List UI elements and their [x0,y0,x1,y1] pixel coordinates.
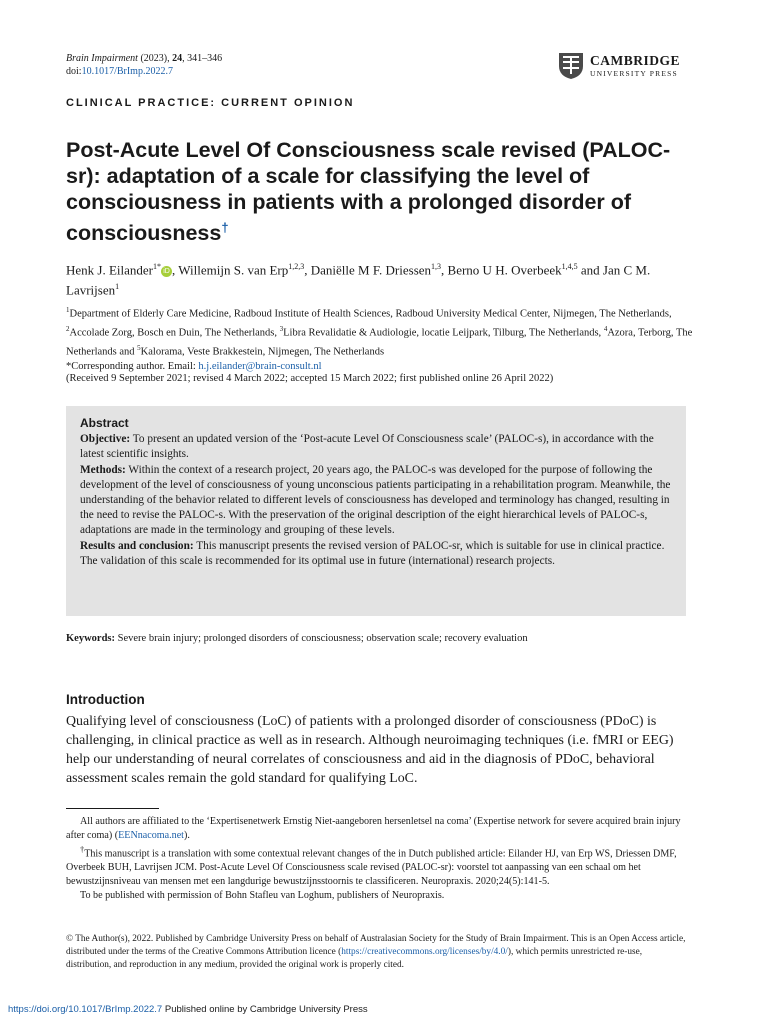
journal-citation: Brain Impairment (2023), 24, 341–346 doi:10.1017/BrImp.2022.7 [66,53,223,77]
footnote-divider [66,808,159,809]
journal-name: Brain Impairment [66,53,138,64]
footnote-permission: To be published with permission of Bohn Stafleu van Loghum, publishers of Neuropraxis. [80,890,445,902]
keywords: Keywords: Severe brain injury; prolonged disorders of consciousness; observation scale; recovery evaluation [66,633,528,644]
journal-volume: 24 [172,53,183,64]
section-heading-introduction: Introduction [66,692,145,707]
title-footnote-mark[interactable]: † [221,220,229,235]
bottom-bar: https://doi.org/10.1017/BrImp.2022.7 Published online by Cambridge University Press [8,1004,368,1015]
footnote-translation: †This manuscript is a translation with some contextual relevant changes of the in Dutch published article: Eilander HJ, van Erp WS, Driessen DMF, Overbeek BUH, Lavrijsen JCM. Post-Acute Level Of Consciousness scale revised (PALOC-sr): voorstel tot aanpassing van een schaal om het bewustzijnsniveau van mensen met een langdurige bewustzijnsstoornis te classificeren. Neuropraxis. 2020;24(5):141-5. [66,845,677,888]
copyright-notice: © The Author(s), 2022. Published by Cambridge University Press on behalf of Australasian Society for the Study of Brain Impairment. This is an Open Access article, distributed under the terms of the Creative Commons Attribution licence (https://creativecommons.org/licenses/by/4.0/), which permits unrestricted re-use, distribution, and reproduction in any medium, provided the original work is properly cited. [66,934,686,970]
author-list: Henk J. Eilander$^{1*}$iD , Willemijn S. van Erp$^{1,2,3}$, Daniëlle M F. Driessen$^{1,3}$, Berno U H. Overbeek$^{1,4,5}$ and Jan C M. Lavrijsen$^1$ [66,262,651,298]
orcid-icon[interactable]: iD [161,266,172,277]
license-link[interactable]: https://creativecommons.org/licenses/by/4.0/ [341,947,508,957]
bottom-doi-link[interactable]: https://doi.org/10.1017/BrImp.2022.7 [8,1004,163,1015]
received-dates: (Received 9 September 2021; revised 4 March 2022; accepted 15 March 2022; first published online 26 April 2022) [66,373,554,384]
article-category: CLINICAL PRACTICE: CURRENT OPINION [66,97,355,109]
introduction-paragraph: Qualifying level of consciousness (LoC) of patients with a prolonged disorder of consciousness (PDoC) is challenging, in clinical practice as well as in research. Although neuroimaging techniques (i.e. fMRI or EEG) help our understanding of neural correlates of consciousness and aid in the diagnosis of PDoC, behavioral assessment scales remain the gold standard for qualifying LoC. [66,714,674,786]
doi-link[interactable]: 10.1017/BrImp.2022.7 [81,66,173,77]
affiliations: $^1$Department of Elderly Care Medicine, Radboud Institute of Health Sciences, Radboud University Medical Center, Nijmegen, The Netherlands, $^2$Accolade Zorg, Bosch en Duin, The Netherlands, $^3$Libra Revalidatie & Audiologie, locatie Leijpark, Tilburg, The Netherlands, $^4$Azora, Terborg, The Netherlands and $^5$Kalorama, Veste Brakkestein, Nijmegen, The Netherlands *Corresponding author. Email: h.j.eilander@brain-consult.nl [66,306,693,372]
crest-icon [558,52,584,80]
abstract-box: Abstract Objective: To present an updated version of the ‘Post-acute Level Of Consciousness scale’ (PALOC-s), in accordance with the latest scientific insights. Methods: Within the context of a research project, 20 years ago, the PALOC-s was developed for the purpose of following the development of the level of consciousness of young unconscious patients participating in a rehabilitation program. Meanwhile, the understanding of the behavior related to different levels of consciousness has developed and terminology has changed, resulting in the need to revise the PALOC-s. With the preservation of the original description of the eight hierarchical levels of PALOC-s, adaptations are made in the terminology and grouping of these levels. Results and conclusion: This manuscript presents the revised version of PALOC-sr, which is suitable for use in clinical practice. The validation of this scale is recommended for its optimal use in future (international) research projects. [66,406,686,616]
cambridge-logo: CAMBRIDGE UNIVERSITY PRESS [558,52,688,82]
email-link[interactable]: h.j.eilander@brain-consult.nl [198,361,322,372]
footnotes [66,815,686,903]
footnote-affiliation: All authors are affiliated to the ‘Expertisenetwerk Ernstig Niet-aangeboren hersenletsel na coma’ (Expertise network for severe acquired brain injury after coma) (EENnacoma.net). [66,816,681,841]
eennacoma-link[interactable]: EENnacoma.net [118,830,184,841]
corresponding-author: *Corresponding author. Email: [66,361,199,372]
article-title: Post-Acute Level Of Consciousness scale revised (PALOC-sr): adaptation of a scale for classifying the level of consciousness in patients with a prolonged disorder of consciousness† [66,138,671,246]
abstract-heading: Abstract [80,416,129,430]
